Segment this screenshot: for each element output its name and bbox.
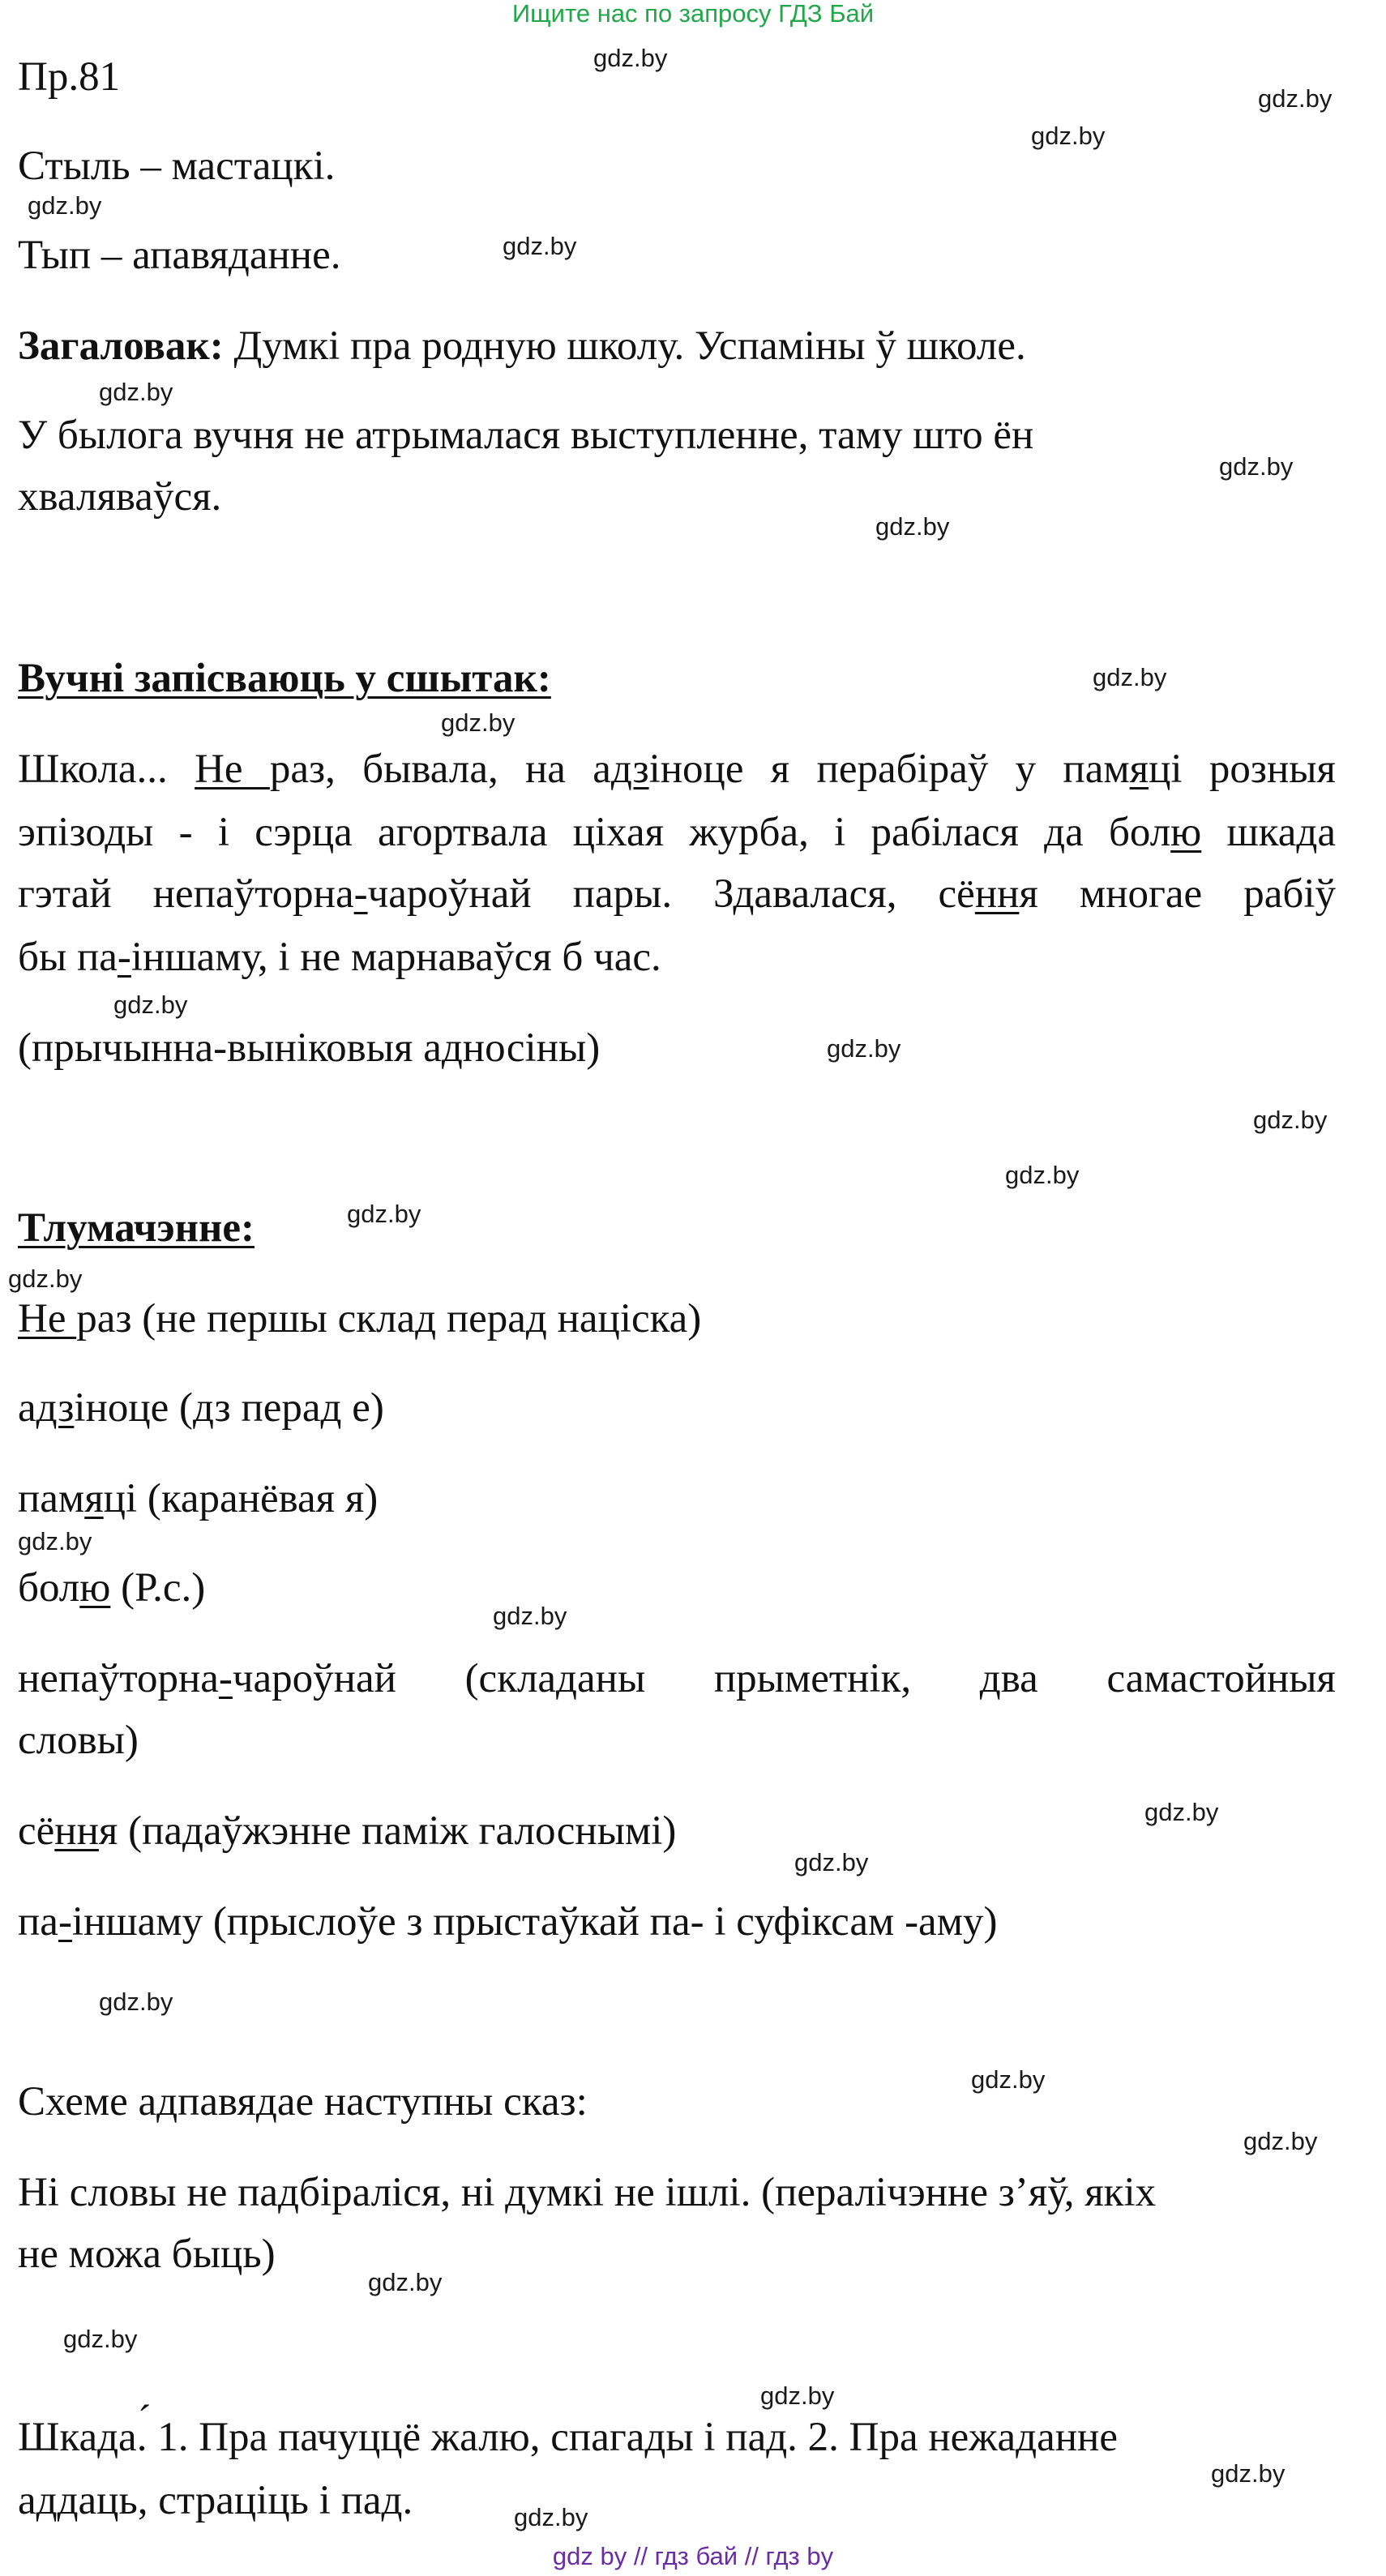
text: іноце (дз перад е) [74,1385,384,1431]
underlined-spelling: - [353,871,368,917]
text: раз, бывала, на а [269,747,611,792]
watermark: gdz.by [1211,2459,1285,2488]
text: Школа... [18,747,195,792]
notebook-line [18,932,661,982]
top-banner[interactable]: Ищите нас по запросу ГДЗ Бай [511,0,875,28]
watermark: gdz.by [794,1848,869,1876]
title-line [18,321,1026,371]
text: іноце я перабіраў у пам [648,747,1130,792]
definition-text: . 1. Пра пачуццё жалю, спагады і пад. 2. Пра нежаданне [136,2415,1118,2460]
explanation-item [18,1383,384,1433]
underlined-spelling: - [218,1656,233,1701]
text: я многае рабіў [1019,871,1336,917]
underlined-spelling: дз [610,747,649,792]
underlined-spelling: Не [195,747,270,792]
watermark: gdz.by [1005,1161,1080,1189]
definition-line [18,2412,1118,2463]
underlined-spelling: ю [79,1565,111,1611]
watermark: gdz.by [99,378,173,406]
watermark: gdz.by [1093,663,1167,691]
notebook-heading [18,653,551,704]
text: чароўнай (складаны прыметнік, два самастойныя [232,1656,1336,1701]
underlined-spelling: я [84,1476,104,1521]
explanation-heading-text: Тлумачэнне: [18,1205,255,1251]
watermark: gdz.by [971,2065,1046,2094]
relation-note: (прычынна-выніковыя адносіны) [18,1025,601,1071]
text: іншаму, і не марнаваўся б час. [130,935,661,980]
text: бол [18,1565,80,1611]
watermark: gdz.by [368,2268,443,2296]
text: непаўторна [18,1656,219,1701]
text: пам [18,1476,85,1521]
watermark: gdz.by [28,191,102,220]
scheme-sentence: не можа быць) [18,2232,276,2277]
explanation-item [18,1563,205,1613]
scheme-intro: Схеме адпавядае наступны сказ: [18,2079,588,2125]
text: ці розныя [1149,747,1337,792]
text: чароўнай пары. Здавалася, сё [367,871,975,917]
explanation-item [18,1897,997,1947]
watermark: gdz.by [1031,122,1106,150]
text: эпізоды - і сэрца агортвала ціхая журба, і рабілася да бол [18,810,1171,855]
watermark: gdz.by [1144,1798,1219,1826]
watermark: gdz.by [503,232,577,260]
watermark: gdz.by [875,512,950,541]
watermark: gdz.by [827,1034,901,1063]
title-text: Думкі пра родную школу. Успаміны ў школе. [223,323,1026,369]
text: іншаму (прыслоўе з прыстаўкай па- і суфіксам -аму) [71,1899,998,1945]
notebook-line [18,807,1336,858]
scheme-sentence: Ні словы не падбіраліся, ні думкі не ішлі. (пералічэнне з’яў, якіх [18,2170,1157,2215]
intro-line: У былога вучня не атрымалася выступленне, таму што ён [18,413,1034,458]
explanation-item [18,1294,701,1344]
underlined-spelling: ю [1170,810,1202,855]
watermark: gdz.by [493,1602,567,1630]
watermark: gdz.by [514,2503,588,2531]
text: бы па [18,935,118,980]
watermark: gdz.by [1253,1106,1328,1134]
text: (Р.с.) [110,1565,206,1611]
underlined-spelling: Не [18,1296,77,1341]
underlined-spelling: - [117,935,131,980]
watermark: gdz.by [1219,452,1294,481]
type-line: Тып – апавяданне. [18,233,341,278]
underlined-spelling: - [58,1899,72,1945]
title-label: Загаловак: [18,323,224,369]
explanation-item [18,1474,378,1524]
notebook-heading-text: Вучні запісваюць у сшытак: [18,656,551,701]
watermark: gdz.by [760,2381,835,2410]
style-line: Стыль – мастацкі. [18,143,336,189]
intro-line: хваляваўся. [18,474,222,520]
watermark: gdz.by [1243,2127,1318,2155]
underlined-spelling: я [1129,747,1149,792]
text: па [18,1899,58,1945]
watermark: gdz.by [18,1527,92,1555]
footer-links[interactable]: gdz by // гдз бай // гдз by [552,2542,834,2570]
watermark: gdz.by [593,44,668,72]
underlined-spelling: нн [974,871,1020,917]
watermark: gdz.by [441,708,515,737]
text: сё [18,1808,55,1854]
explanation-heading [18,1203,255,1253]
underlined-spelling: нн [54,1808,99,1854]
notebook-line [18,744,1336,794]
text: гэтай непаўторна [18,871,354,917]
text: раз (не першы склад перад націска) [76,1296,702,1341]
underlined-spelling: дз [36,1385,75,1431]
text: я (падаўжэнне паміж галоснымі) [98,1808,677,1854]
explanation-item: словы) [18,1718,139,1763]
text: а [18,1385,36,1431]
watermark: gdz.by [99,1988,173,2016]
text: шкада [1201,810,1336,855]
watermark: gdz.by [63,2325,138,2353]
explanation-item [18,1806,676,1856]
explanation-item [18,1654,1336,1704]
watermark: gdz.by [1258,84,1333,113]
exercise-number: Пр.81 [18,54,121,100]
definition-word: Шкада ´ [18,2415,137,2460]
watermark: gdz.by [347,1200,421,1228]
text: ці (каранёвая я) [103,1476,379,1521]
watermark: gdz.by [113,991,188,1019]
definition-line: аддаць, страціць і пад. [18,2478,413,2523]
watermark: gdz.by [8,1264,83,1293]
notebook-line [18,869,1336,919]
